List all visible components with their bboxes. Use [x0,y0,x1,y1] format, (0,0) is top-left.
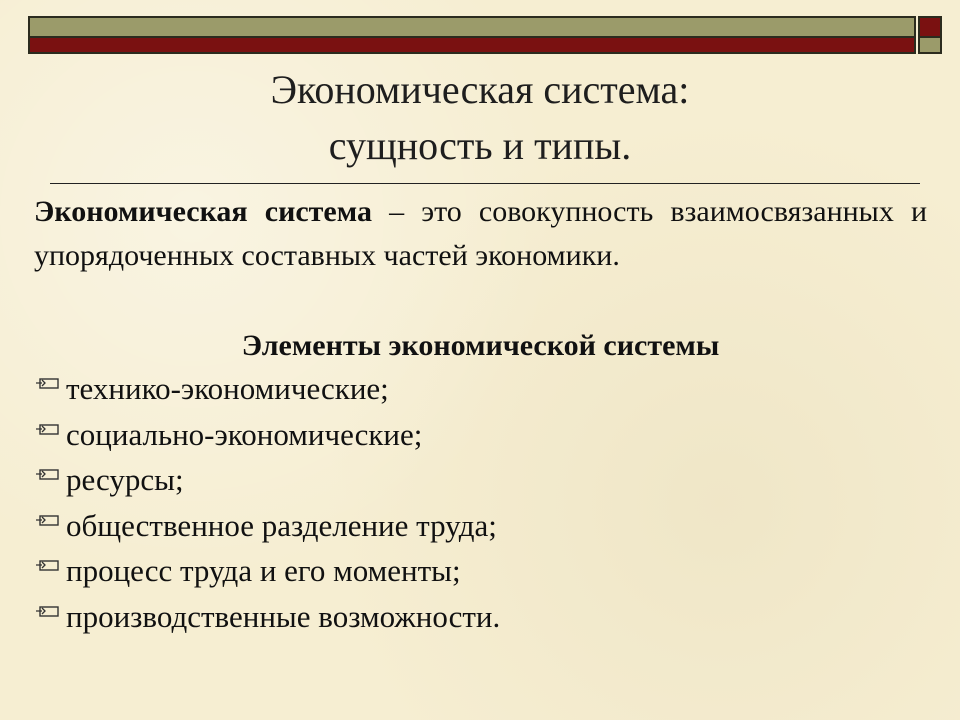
definition-text: – это совокупность взаимосвязанных и упорядоченных составных частей экономики. [34,195,927,272]
header-bar-olive [28,16,916,38]
definition-term: Экономическая система [34,195,372,228]
list-item [34,412,500,458]
list-item [34,366,500,412]
slide-title-line-1: Экономическая система: [270,67,690,112]
header-bar-maroon [28,38,916,54]
list-item [34,457,500,503]
bullet-icon [34,358,64,376]
header-square-olive [918,38,942,54]
list-item-label: общественное разделение труда; [66,507,497,543]
list-item-label: социально-экономические; [66,416,423,452]
bullet-icon [34,540,64,558]
list-item-label: производственные возможности. [66,598,501,634]
list-item [34,594,500,640]
definition-paragraph [34,190,927,278]
list-item-label: технико-экономические; [66,371,389,406]
bullet-icon [34,404,64,422]
header-square-maroon [918,16,942,38]
slide-title [60,62,900,174]
slide-title-line-2: сущность и типы. [328,123,632,168]
decorative-header-bar [28,16,942,54]
list-item-label: ресурсы; [66,462,184,497]
list-item [34,503,500,549]
elements-heading: Элементы экономической системы [241,329,720,362]
list-item-label: процесс труда и его моменты; [66,553,461,588]
bullet-icon [34,495,64,513]
list-item [34,548,500,594]
bullet-icon [34,449,64,467]
title-divider [50,183,920,184]
bullet-icon [34,586,64,604]
elements-list [34,366,500,639]
